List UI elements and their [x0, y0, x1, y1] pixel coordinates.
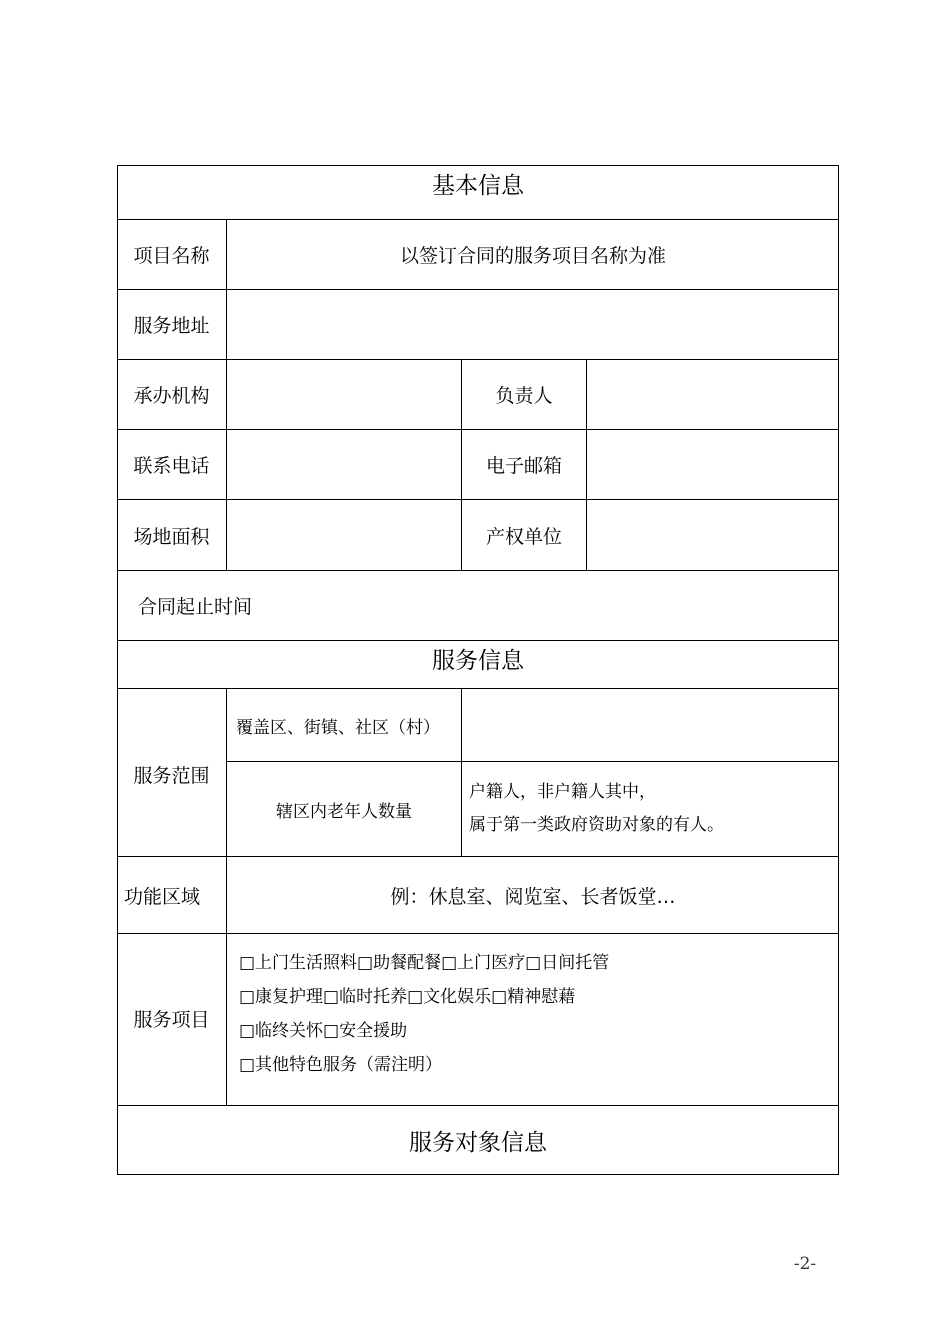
phone-field[interactable] [227, 430, 461, 499]
service-address-label: 服务地址 [133, 315, 210, 337]
service-info-form [117, 165, 839, 1175]
property-unit-label: 产权单位 [485, 525, 562, 548]
function-area-label: 功能区域 [124, 885, 201, 908]
coverage-label: 覆盖区、街镇、社区（村） [236, 717, 440, 738]
section-title-service-info: 服务信息 [432, 647, 524, 674]
service-address-field[interactable] [227, 290, 839, 359]
service-items-checklist[interactable] [239, 934, 838, 1105]
coverage-field[interactable] [462, 689, 838, 761]
service-items-line[interactable]: □其他特色服务（需注明） [239, 1055, 443, 1075]
organizer-field[interactable] [227, 360, 461, 429]
service-scope-label: 服务范围 [133, 765, 210, 787]
elderly-count-field[interactable] [469, 762, 838, 856]
contract-period-field[interactable] [417, 571, 838, 640]
email-label: 电子邮箱 [485, 455, 562, 477]
function-area-field[interactable]: 例：休息室、阅览室、长者饭堂… [390, 885, 676, 908]
section-title-basic-info: 基本信息 [432, 172, 524, 199]
service-items-line[interactable]: □康复护理□临时托养□文化娱乐□精神慰藉 [239, 987, 576, 1007]
service-items-line[interactable]: □上门生活照料□助餐配餐□上门医疗□日间托管 [239, 953, 610, 973]
section-title-service-object-info: 服务对象信息 [409, 1129, 547, 1156]
project-name-field[interactable]: 以签订合同的服务项目名称为准 [399, 245, 666, 267]
organizer-label: 承办机构 [133, 385, 210, 407]
service-items-label: 服务项目 [133, 1009, 210, 1031]
phone-label: 联系电话 [133, 455, 210, 477]
elderly-count-line-2: 属于第一类政府资助对象的有人。 [469, 815, 724, 835]
project-name-label: 项目名称 [133, 245, 210, 267]
page-number: -2- [793, 1254, 817, 1274]
site-area-label: 场地面积 [133, 525, 210, 548]
elderly-count-line-1: 户籍人，非户籍人其中， [469, 782, 656, 802]
service-items-line[interactable]: □临终关怀□安全援助 [239, 1021, 408, 1041]
elderly-count-label: 辖区内老年人数量 [276, 801, 412, 822]
property-unit-field[interactable] [587, 500, 838, 570]
email-field[interactable] [587, 430, 838, 499]
site-area-field[interactable] [227, 500, 461, 570]
person-in-charge-field[interactable] [587, 360, 838, 429]
person-in-charge-label: 负责人 [495, 385, 553, 407]
contract-period-label: 合同起止时间 [138, 596, 253, 618]
border-line [117, 1174, 839, 1175]
